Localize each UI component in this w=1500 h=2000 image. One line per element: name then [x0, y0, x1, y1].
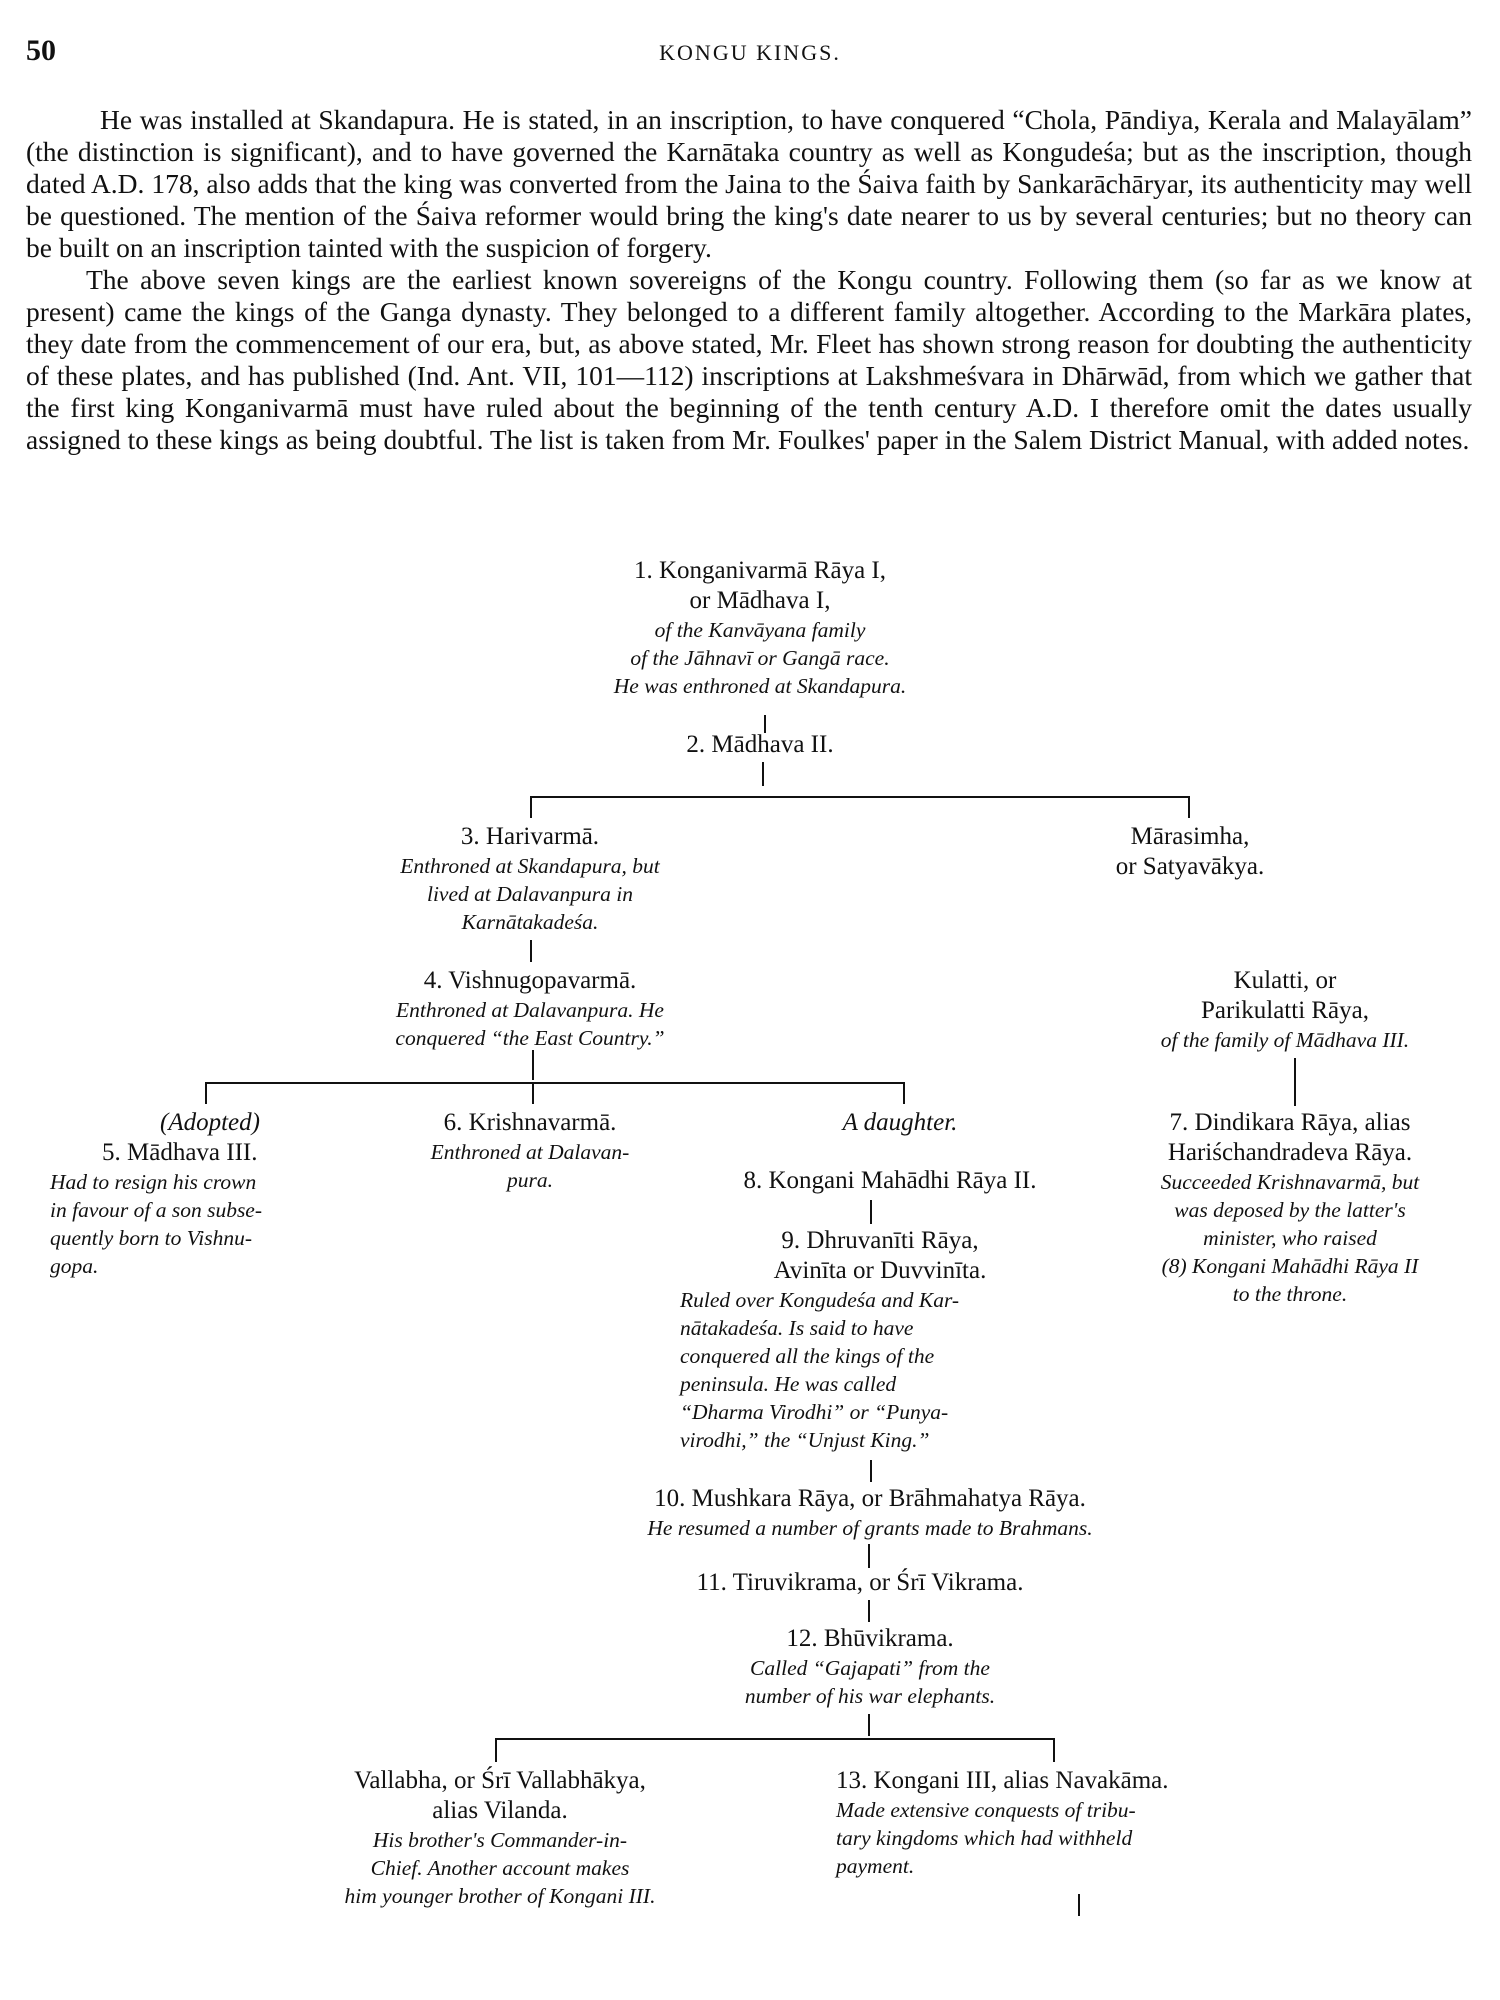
king-9-title: 9. Dhruvanīti Rāya, [781, 1227, 979, 1254]
branch-12-right [1053, 1738, 1055, 1762]
king-7-note-3: minister, who raised [1203, 1226, 1377, 1250]
daughter-label: A daughter. [842, 1109, 958, 1136]
vallabha-note-2: Chief. Another account makes [370, 1856, 630, 1880]
king-7-note-1: Succeeded Krishnavarmā, but [1160, 1170, 1420, 1194]
connector-10-11 [868, 1544, 870, 1568]
branch-4-right [903, 1082, 905, 1104]
king-6-title: 6. Krishnavarmā. [443, 1109, 617, 1136]
daughter [780, 1108, 1020, 1138]
vallabha-note-3: him younger brother of Kongani III. [344, 1884, 656, 1908]
king-1-note-2: of the Jāhnavī or Gangā race. [630, 646, 890, 670]
king-4-note-2: conquered “the East Country.” [395, 1026, 665, 1050]
branch-2-left [530, 796, 532, 818]
connector-13-down [1078, 1894, 1080, 1916]
king-8-title: 8. Kongani Mahādhi Rāya II. [743, 1167, 1037, 1194]
connector-4-down [532, 1050, 534, 1080]
king-3 [330, 822, 730, 936]
king-9-note-2: nātakadeśa. Is said to have [680, 1316, 914, 1340]
branch-2-right [1188, 796, 1190, 818]
branch-4-left [205, 1082, 207, 1104]
king-11-title: 11. Tiruvikrama, or Śrī Vikrama. [696, 1569, 1024, 1596]
king-3-note-2: lived at Dalavanpura in [426, 882, 633, 906]
king-3-note-1: Enthroned at Skandapura, but [400, 854, 660, 878]
king-13-note-1: Made extensive conquests of tribu- [836, 1798, 1136, 1822]
king-6 [390, 1108, 670, 1194]
page-number: 50 [26, 34, 56, 67]
king-9-note-5: “Dharma Virodhi” or “Punya- [680, 1400, 949, 1424]
vallabha [270, 1766, 730, 1910]
connector-kulatti-7 [1294, 1058, 1296, 1106]
connector-3-4 [530, 940, 532, 962]
marasimha-title: Mārasimha, [1130, 823, 1250, 850]
branch-4 [205, 1082, 905, 1084]
king-6-note-1: Enthroned at Dalavan- [430, 1140, 630, 1164]
king-1 [460, 556, 1060, 700]
king-7-alt: Hariśchandradeva Rāya. [1167, 1139, 1413, 1166]
king-5-note-1: Had to resign his crown [50, 1170, 257, 1194]
king-13-note-2: tary kingdoms which had withheld [836, 1826, 1133, 1850]
king-9-note-6: virodhi,” the “Unjust King.” [680, 1428, 930, 1452]
king-6-note-2: pura. [507, 1168, 553, 1192]
king-3-title: 3. Harivarmā. [460, 823, 600, 850]
king-7-note-5: to the throne. [1232, 1282, 1348, 1306]
king-1-alt: or Mādhava I, [689, 587, 831, 614]
king-1-note-3: He was enthroned at Skandapura. [613, 674, 907, 698]
king-4 [320, 966, 740, 1052]
intro-paragraph-1: He was installed at Skandapura. He is stated, in an inscription, to have conquered “Chola, Pāndiya, Kerala and Malayālam” (the distinction is significant), and to have governed the Karnātaka country as well as Kongudeśa; but as the inscription, though dated A.D. 178, also adds that the king was converted from the Jaina to the Śaiva faith by Sankarāchāryar, its authenticity may well be questioned. The mention of the Śaiva reformer would bring the king's date nearer to us by several centuries; but no theory can be built on an inscription tainted with the suspicion of forgery. [26, 104, 1472, 263]
king-2-title: 2. Mādhava II. [686, 731, 834, 758]
running-head: KONGU KINGS. [659, 40, 841, 65]
king-13 [836, 1766, 1286, 1880]
king-7-title: 7. Dindikara Rāya, alias [1169, 1109, 1411, 1136]
connector-12-down [868, 1714, 870, 1736]
kulatti-line-2: Parikulatti Rāya, [1200, 997, 1370, 1024]
kulatti-line-1: Kulatti, or [1233, 967, 1337, 994]
king-10 [480, 1484, 1260, 1542]
king-10-note-1: He resumed a number of grants made to Brahmans. [647, 1516, 1093, 1540]
marasimha [1030, 822, 1350, 882]
branch-4-mid [532, 1082, 534, 1104]
king-4-title: 4. Vishnugopavarmā. [423, 967, 637, 994]
connector-11-12 [868, 1600, 870, 1622]
king-13-note-3: payment. [836, 1854, 915, 1878]
branch-12-left [495, 1738, 497, 1762]
intro-paragraph-2: The above seven kings are the earliest known sovereigns of the Kongu country. Following them (so far as we know at present) came the kings of the Ganga dynasty. They belonged to a different family altogether. According to the Markāra plates, they date from the commencement of our era, but, as above stated, Mr. Fleet has shown strong reason for doubting the authenticity of these plates, and has published (Ind. Ant. VII, 101—112) inscriptions at Lakshmeśvara in Dhārwād, from which we gather that the first king Konganivarmā must have ruled about the beginning of the tenth century A.D. I therefore omit the dates usually assigned to these kings as being doubtful. The list is taken from Mr. Foulkes' paper in the Salem District Manual, with added notes. [26, 264, 1472, 455]
king-10-title: 10. Mushkara Rāya, or Brāhmahatya Rāya. [654, 1485, 1086, 1512]
king-12 [640, 1624, 1100, 1710]
branch-2 [530, 796, 1190, 798]
king-5-note-4: gopa. [50, 1254, 99, 1278]
king-1-note-1: of the Kanvāyana family [654, 618, 866, 642]
king-9 [680, 1226, 1080, 1454]
king-5-note-3: quently born to Vishnu- [50, 1226, 253, 1250]
kulatti [1080, 966, 1490, 1054]
king-12-note-2: number of his war elephants. [744, 1684, 996, 1708]
king-3-note-3: Karnātakadeśa. [461, 910, 599, 934]
king-5-adopted: (Adopted) [160, 1109, 260, 1136]
king-9-note-4: peninsula. He was called [680, 1372, 897, 1396]
king-11 [560, 1568, 1160, 1598]
connector-9-10 [870, 1460, 872, 1482]
king-2 [560, 730, 960, 760]
connector-2-down [762, 762, 764, 786]
branch-12 [495, 1738, 1055, 1740]
king-13-title: 13. Kongani III, alias Navakāma. [836, 1767, 1169, 1794]
vallabha-alt: alias Vilanda. [432, 1797, 568, 1824]
connector-8-9 [870, 1200, 872, 1224]
intro-text [26, 104, 1472, 456]
king-8 [680, 1166, 1100, 1196]
king-9-note-3: conquered all the kings of the [680, 1344, 935, 1368]
king-5-note-2: in favour of a son subse- [50, 1198, 263, 1222]
king-9-note-1: Ruled over Kongudeśa and Kar- [680, 1288, 960, 1312]
marasimha-alt: or Satyavākya. [1115, 853, 1265, 880]
king-1-title: 1. Konganivarmā Rāya I, [633, 557, 886, 584]
king-7-note-2: was deposed by the latter's [1174, 1198, 1406, 1222]
king-12-title: 12. Bhūvikrama. [786, 1625, 954, 1652]
vallabha-note-1: His brother's Commander-in- [372, 1828, 628, 1852]
king-4-note-1: Enthroned at Dalavanpura. He [396, 998, 664, 1022]
king-5 [50, 1108, 370, 1280]
king-5-title: 5. Mādhava III. [102, 1139, 258, 1166]
king-7 [1090, 1108, 1490, 1308]
king-7-note-4: (8) Kongani Mahādhi Rāya II [1161, 1254, 1419, 1278]
kulatti-note: of the family of Mādhava III. [1160, 1028, 1410, 1052]
vallabha-title: Vallabha, or Śrī Vallabhākya, [354, 1767, 646, 1794]
king-12-note-1: Called “Gajapati” from the [750, 1656, 990, 1680]
king-9-alt: Avinīta or Duvvinīta. [773, 1257, 987, 1284]
